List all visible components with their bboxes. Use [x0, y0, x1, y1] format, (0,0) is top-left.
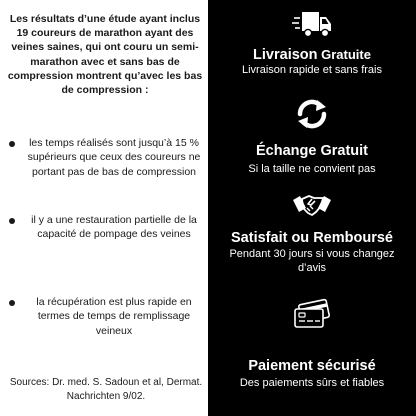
sources-note: Sources: Dr. med. S. Sadoun et al, Dermat. Nachrichten 9/02.	[9, 377, 203, 402]
feature-subtitle: Livraison rapide et sans frais	[241, 64, 382, 76]
feature-title: Échange Gratuit	[256, 143, 368, 159]
feature-subtitle: Des paiements sûrs et fiables	[239, 377, 385, 389]
list-item-text: il y a une restauration partielle de la capacité de pompage des veines	[31, 214, 197, 241]
truck-icon	[292, 6, 332, 42]
feature-subtitle: Pendant 30 jours si vous changez d’avis	[229, 248, 395, 274]
bullet-icon	[9, 218, 15, 224]
study-intro: Les résultats d’une étude ayant inclus 19 coureurs de marathon ayant des veines saines, qui ont couru un semi-marathon avec et sans bas de compression montrent qu’avec les bas de compression :	[7, 13, 203, 97]
list-item-text: les temps réalisés sont jusqu’à 15 % supérieurs que ceux des coureurs ne portant pas de bas de compression	[27, 137, 201, 178]
list-item-text: la récupération est plus rapide en termes de temps de remplissage veineux	[36, 296, 192, 337]
exchange-arrows-icon	[292, 96, 332, 132]
features-panel	[208, 0, 416, 416]
feature-title: Paiement sécurisé	[248, 358, 376, 374]
feature-title: Livraison Gratuite	[253, 47, 371, 63]
feature-title: Satisfait ou Remboursé	[231, 230, 393, 246]
credit-cards-icon	[292, 296, 332, 332]
bullet-icon	[9, 300, 15, 306]
handshake-icon	[292, 186, 332, 222]
bullet-icon	[9, 141, 15, 147]
feature-subtitle: Si la taille ne convient pas	[248, 163, 376, 175]
